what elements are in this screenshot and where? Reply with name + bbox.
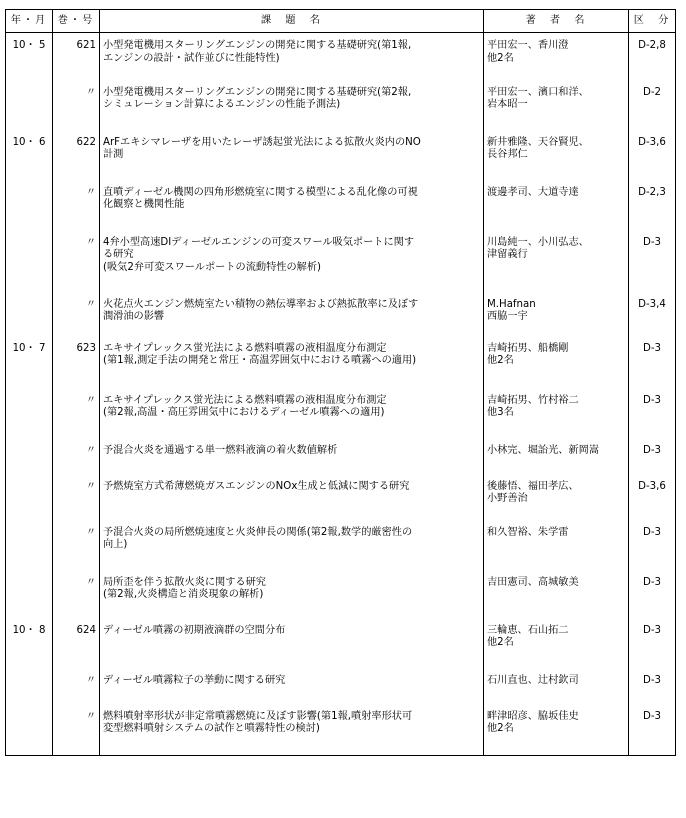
cell-category: D-3	[629, 232, 676, 294]
table-row	[6, 182, 676, 232]
cell-authors: 小林完、堀詒光、新岡嵩	[484, 440, 629, 476]
cell-category: D-3	[629, 706, 676, 756]
cell-volume: 624	[53, 620, 100, 670]
cell-volume: 〃	[53, 182, 100, 232]
cell-date	[6, 82, 53, 132]
cell-category: D-3,4	[629, 294, 676, 338]
cell-title: ディーゼル噴霧粒子の挙動に関する研究	[100, 670, 484, 706]
cell-volume: 〃	[53, 670, 100, 706]
cell-date	[6, 232, 53, 294]
cell-category: D-3,6	[629, 132, 676, 182]
cell-volume: 621	[53, 33, 100, 82]
cell-category: D-2	[629, 82, 676, 132]
cell-authors: 後藤悟、福田孝広、 小野善治	[484, 476, 629, 522]
table-row	[6, 620, 676, 670]
cell-title: 局所歪を伴う拡散火炎に関する研究 (第2報,火炎構造と消炎現象の解析)	[100, 572, 484, 620]
cell-title: 4弁小型高速DIディーゼルエンジンの可変スワール吸気ポートに関す る研究 (吸気2弁可変スワールポートの流動特性の解析)	[100, 232, 484, 294]
table-row	[6, 440, 676, 476]
header-title: 課 題 名	[100, 10, 484, 33]
cell-title: 予燃焼室方式希薄燃焼ガスエンジンのNOx生成と低減に関する研究	[100, 476, 484, 522]
cell-volume: 〃	[53, 522, 100, 572]
cell-category: D-3	[629, 440, 676, 476]
table-row	[6, 670, 676, 706]
cell-category: D-3	[629, 522, 676, 572]
header-date: 年・月	[6, 10, 53, 33]
cell-date	[6, 706, 53, 756]
cell-date	[6, 522, 53, 572]
table-row	[6, 33, 676, 82]
header-volume: 巻・号	[53, 10, 100, 33]
cell-authors: 和久智裕、朱学雷	[484, 522, 629, 572]
cell-date	[6, 182, 53, 232]
cell-title: ArFエキシマレーザを用いたレーザ誘起蛍光法による拡散火炎内のNO 計測	[100, 132, 484, 182]
cell-volume: 〃	[53, 232, 100, 294]
cell-volume: 〃	[53, 440, 100, 476]
cell-authors: 平田宏一、濱口和洋、 岩本昭一	[484, 82, 629, 132]
cell-title: 小型発電機用スターリングエンジンの開発に関する基礎研究(第2報, シミュレーション計算によるエンジンの性能予測法)	[100, 82, 484, 132]
cell-title: 予混合火炎の局所燃焼速度と火炎伸長の関係(第2報,数学的厳密性の 向上)	[100, 522, 484, 572]
cell-volume: 〃	[53, 82, 100, 132]
cell-authors: 渡邊孝司、大道寺達	[484, 182, 629, 232]
cell-volume: 〃	[53, 572, 100, 620]
cell-volume: 623	[53, 338, 100, 390]
table-row	[6, 390, 676, 440]
cell-authors: 吉田憲司、高城敏美	[484, 572, 629, 620]
cell-category: D-2,8	[629, 33, 676, 82]
table-row	[6, 132, 676, 182]
cell-title: 予混合火炎を通過する単一燃料液滴の着火数値解析	[100, 440, 484, 476]
cell-authors: 吉崎拓男、船橋剛 他2名	[484, 338, 629, 390]
cell-title: ディーゼル噴霧の初期液滴群の空間分布	[100, 620, 484, 670]
cell-date: 10・ 7	[6, 338, 53, 390]
cell-date: 10・ 6	[6, 132, 53, 182]
cell-volume: 〃	[53, 294, 100, 338]
cell-authors: 平田宏一、香川澄 他2名	[484, 33, 629, 82]
cell-authors: 石川直也、辻村欽司	[484, 670, 629, 706]
table-row	[6, 522, 676, 572]
cell-date	[6, 440, 53, 476]
cell-category: D-3	[629, 338, 676, 390]
table-row	[6, 706, 676, 756]
cell-title: エキサイプレックス蛍光法による燃料噴霧の液相温度分布測定 (第1報,測定手法の開発と常圧・高温雰囲気中における噴霧への適用)	[100, 338, 484, 390]
cell-date	[6, 390, 53, 440]
publication-index-table	[5, 9, 676, 756]
cell-category: D-3,6	[629, 476, 676, 522]
table-row	[6, 294, 676, 338]
cell-category: D-3	[629, 390, 676, 440]
cell-title: 燃料噴射率形状が非定常噴霧燃焼に及ぼす影響(第1報,噴射率形状可 変型燃料噴射システムの試作と噴霧特性の検討)	[100, 706, 484, 756]
cell-authors: 新井雅隆、天谷賢児、 長谷邦仁	[484, 132, 629, 182]
cell-volume: 622	[53, 132, 100, 182]
cell-title: 小型発電機用スターリングエンジンの開発に関する基礎研究(第1報, エンジンの設計・試作並びに性能特性)	[100, 33, 484, 82]
cell-authors: 三輪恵、石山拓二 他2名	[484, 620, 629, 670]
cell-authors: 川島純一、小川弘志、 津留義行	[484, 232, 629, 294]
header-authors: 著 者 名	[484, 10, 629, 33]
table-row	[6, 232, 676, 294]
cell-authors: M.Hafnan 西脇一宇	[484, 294, 629, 338]
cell-authors: 畔津昭彦、脇坂佳史 他2名	[484, 706, 629, 756]
table-body	[6, 33, 676, 756]
table-row	[6, 476, 676, 522]
cell-volume: 〃	[53, 476, 100, 522]
cell-category: D-3	[629, 670, 676, 706]
cell-date: 10・ 8	[6, 620, 53, 670]
cell-authors: 吉崎拓男、竹村裕二 他3名	[484, 390, 629, 440]
cell-category: D-3	[629, 572, 676, 620]
header-row	[6, 10, 676, 33]
cell-date	[6, 294, 53, 338]
cell-title: 火花点火エンジン燃焼室たい積物の熱伝導率および熱拡散率に及ぼす 潤滑油の影響	[100, 294, 484, 338]
cell-category: D-2,3	[629, 182, 676, 232]
cell-title: 直噴ディーゼル機関の四角形燃焼室に関する模型による乱化像の可視 化観察と機関性能	[100, 182, 484, 232]
table-row	[6, 82, 676, 132]
cell-date	[6, 572, 53, 620]
header-category: 区 分	[629, 10, 676, 33]
cell-date	[6, 670, 53, 706]
cell-volume: 〃	[53, 390, 100, 440]
cell-date	[6, 476, 53, 522]
table-row	[6, 572, 676, 620]
cell-date: 10・ 5	[6, 33, 53, 82]
table-row	[6, 338, 676, 390]
cell-title: エキサイプレックス蛍光法による燃料噴霧の液相温度分布測定 (第2報,高温・高圧雰囲気中におけるディーゼル噴霧への適用)	[100, 390, 484, 440]
cell-volume: 〃	[53, 706, 100, 756]
cell-category: D-3	[629, 620, 676, 670]
